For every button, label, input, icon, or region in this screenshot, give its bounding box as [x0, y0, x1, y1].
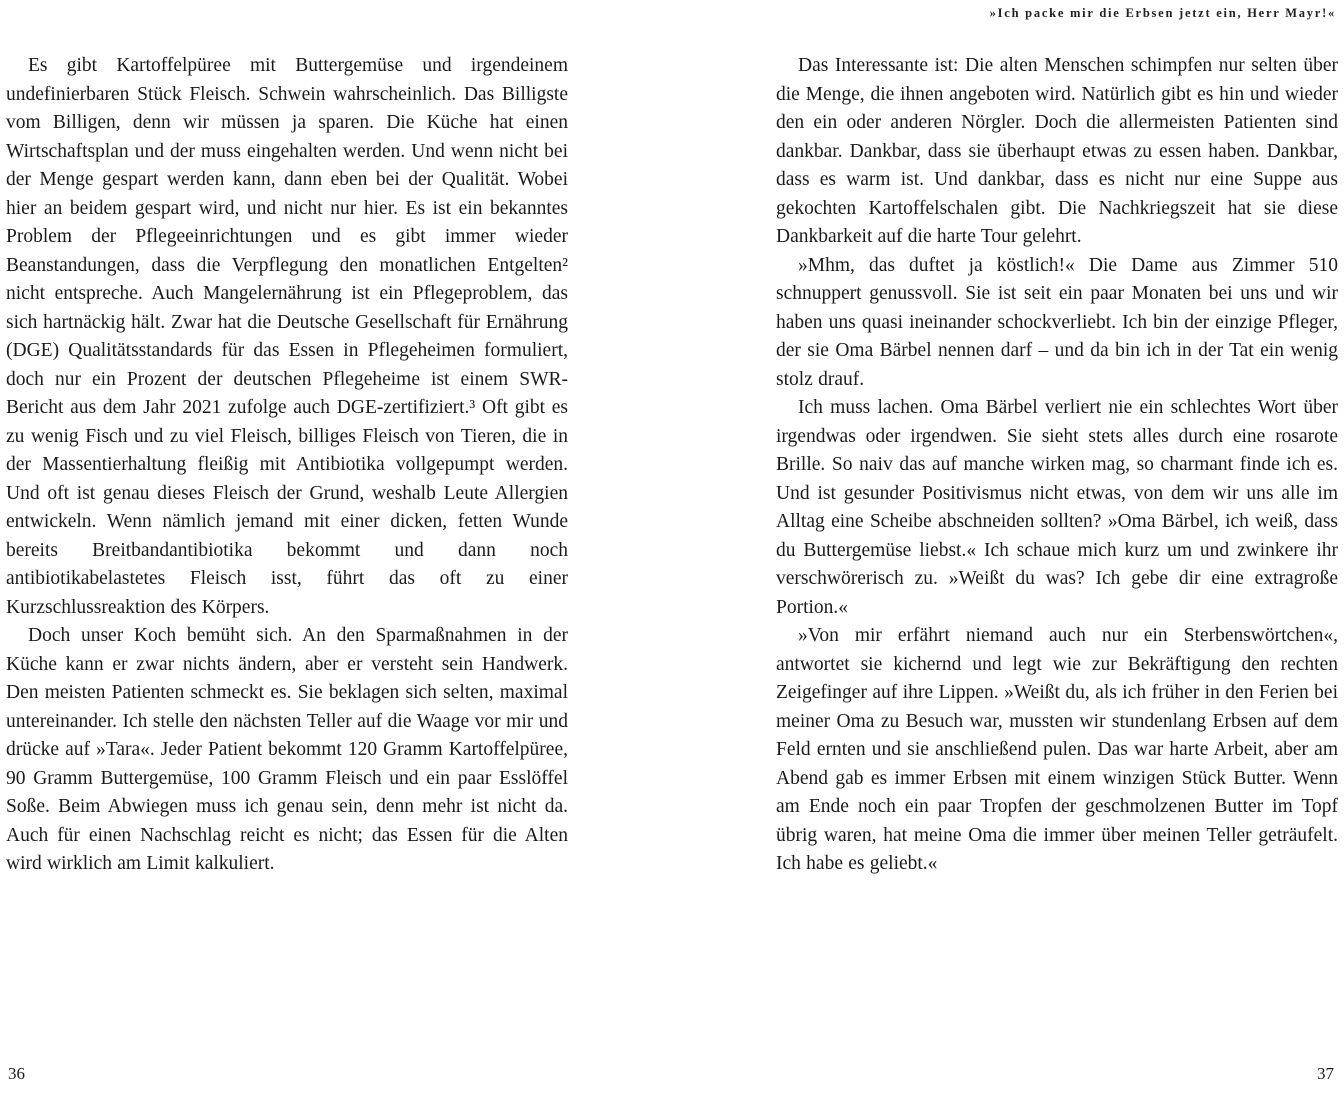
page-number-right: 37 — [1317, 1064, 1334, 1083]
paragraph: Es gibt Kartoffelpüree mit Buttergemüse und irgendeinem undefinierbaren Stück Fleisch. Schwein wahrscheinlich. Das Billigste vom Billigen, denn wir müssen ja sparen. Die Küche hat einen Wirtschaftsplan und der muss eingehalten werden. Und wenn nicht bei der Menge gespart werden kann, dann eben bei der Qualität. Wobei hier an beidem gespart wird, und nicht nur hier. Es ist ein bekanntes Problem der Pflegeeinrichtungen und es gibt immer wieder Beanstandungen, dass die Verpflegung den monatlichen Entgelten² nicht entspreche. Auch Mangelernährung ist ein Pflegeproblem, das sich hartnäckig hält. Zwar hat die Deutsche Gesellschaft für Ernährung (DGE) Qualitätsstandards für das Essen in Pflegeheimen formuliert, doch nur ein Prozent der deutschen Pflegeheime ist einem SWR-Bericht aus dem Jahr 2021 zufolge auch DGE-zertifiziert.³ Oft gibt es zu wenig Fisch und zu viel Fleisch, billiges Fleisch von Tieren, die in der Massentierhaltung fleißig mit Antibiotika vollgepumpt werden. Und oft ist genau dieses Fleisch der Grund, weshalb Leute Allergien entwickeln. Wenn nämlich jemand mit einer dicken, fetten Wunde bereits Breitbandantibiotika bekommt und dann noch antibiotikabelastetes Fleisch isst, führt das oft zu einer Kurzschlussreaktion des Körpers. — [6, 55, 568, 618]
paragraph: Das Interessante ist: Die alten Menschen schimpfen nur selten über die Menge, die ihnen angeboten wird. Natürlich gibt es hin und wieder den ein oder anderen Nörgler. Doch die allermeisten Patienten sind dankbar. Dankbar, dass sie überhaupt etwas zu essen haben. Dankbar, dass es warm ist. Und dankbar, dass es nicht nur eine Suppe aus gekochten Kartoffelschalen gibt. Die Nachkriegszeit hat sie diese Dankbarkeit auf die harte Tour gelehrt. — [776, 55, 1338, 247]
running-header: »Ich packe mir die Erbsen jetzt ein, Herr Mayr!« — [989, 6, 1336, 20]
page-left — [6, 52, 568, 879]
page-right — [776, 52, 1338, 879]
paragraph: Ich muss lachen. Oma Bärbel verliert nie ein schlechtes Wort über irgendwas oder irgendwen. Sie sieht stets alles durch eine rosarote Brille. So naiv das auf manche wirken mag, so charmant finde ich es. Und ist gesunder Positivismus nicht etwas, von dem wir uns alle im Alltag eine Scheibe abschneiden sollten? »Oma Bärbel, ich weiß, dass du Buttergemüse liebst.« Ich schaue mich kurz um und zwinkere ihr verschwörerisch zu. »Weißt du was? Ich gebe dir eine extragroße Portion.« — [776, 397, 1338, 618]
paragraph: »Mhm, das duftet ja köstlich!« Die Dame aus Zimmer 510 schnuppert genussvoll. Sie ist seit ein paar Monaten bei uns und wir haben uns quasi ineinander schockverliebt. Ich bin der einzige Pfleger, der sie Oma Bärbel nennen darf – und da bin ich in der Tat ein wenig stolz drauf. — [776, 254, 1338, 390]
paragraph: »Von mir erfährt niemand auch nur ein Sterbenswörtchen«, antwortet sie kichernd und legt wie zur Bekräftigung den rechten Zeigefinger auf ihre Lippen. »Weißt du, als ich früher in den Ferien bei meiner Oma zu Besuch war, mussten wir stundenlang Erbsen auf dem Feld ernten und sie anschließend pulen. Das war harte Arbeit, aber am Abend gab es immer Erbsen mit einem winzigen Stück Butter. Wenn am Ende noch ein paar Tropfen der geschmolzenen Butter im Topf übrig waren, hat meine Oma die immer über meinen Teller geträufelt. Ich habe es geliebt.« — [776, 625, 1338, 874]
page-number-left: 36 — [8, 1064, 25, 1083]
paragraph: Doch unser Koch bemüht sich. An den Sparmaßnahmen in der Küche kann er zwar nichts ändern, aber er versteht sein Handwerk. Den meisten Patienten schmeckt es. Sie beklagen sich selten, maximal untereinander. Ich stelle den nächsten Teller auf die Waage vor mir und drücke auf »Tara«. Jeder Patient bekommt 120 Gramm Kartoffelpüree, 90 Gramm Buttergemüse, 100 Gramm Fleisch und ein paar Esslöffel Soße. Beim Abwiegen muss ich genau sein, denn mehr ist nicht da. Auch für einen Nachschlag reicht es nicht; das Essen für die Alten wird wirklich am Limit kalkuliert. — [6, 625, 568, 874]
